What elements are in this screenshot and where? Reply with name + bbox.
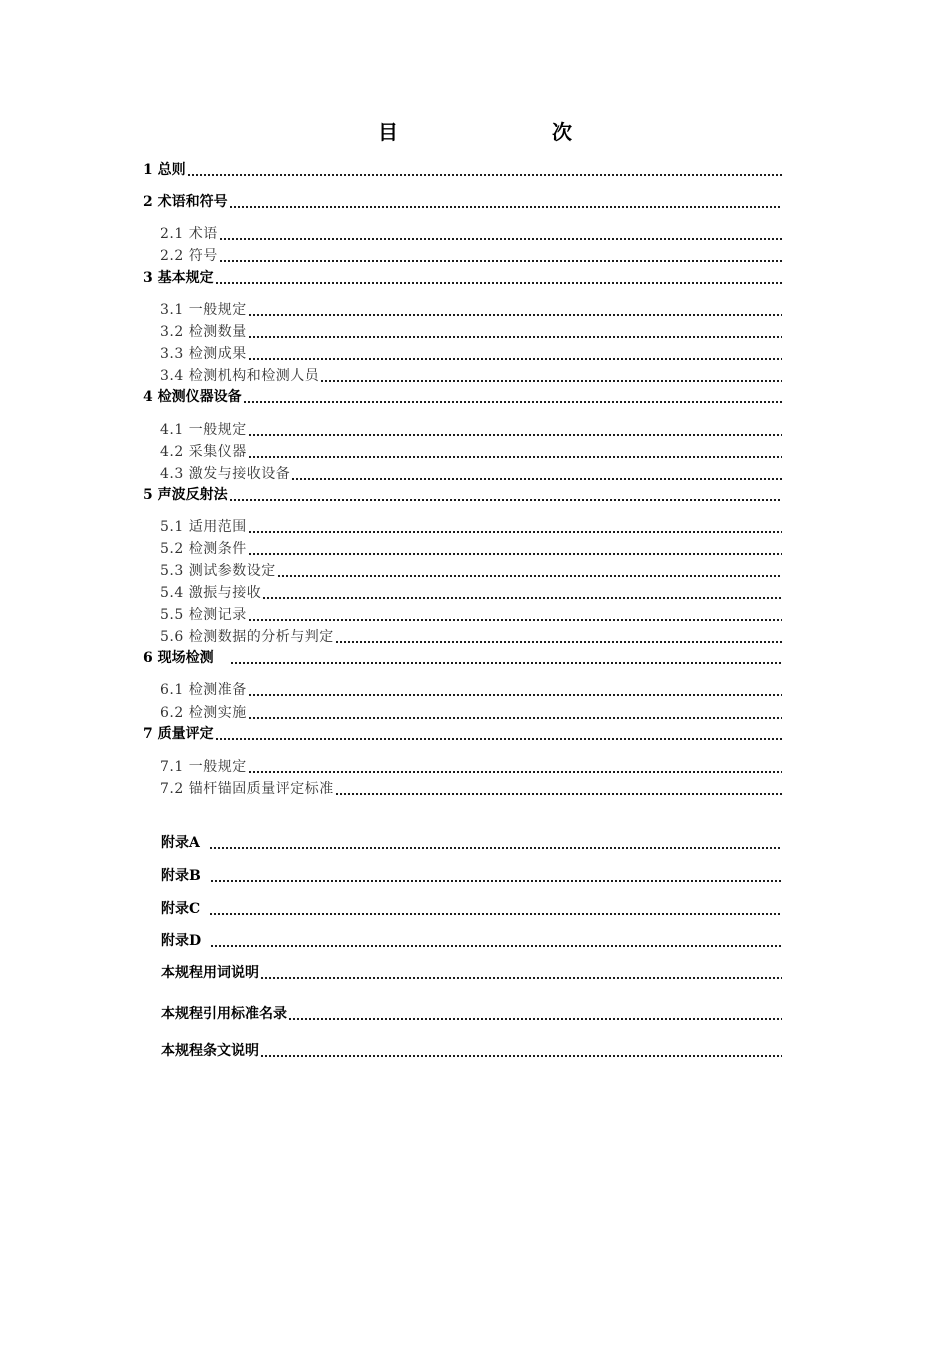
toc-entry[interactable] <box>143 485 782 505</box>
toc-label: 4.1 一般规定 <box>160 422 247 438</box>
toc-label: 附录A <box>161 835 200 851</box>
dot-leader <box>219 246 782 266</box>
dot-leader <box>262 583 782 603</box>
toc-entry[interactable] <box>160 583 782 603</box>
dot-leader <box>248 680 782 700</box>
toc-entry[interactable] <box>160 344 782 364</box>
toc-entry[interactable] <box>160 539 782 559</box>
dot-leader <box>260 1041 782 1061</box>
toc-label: 附录C <box>161 901 201 917</box>
dot-leader <box>243 387 782 407</box>
dot-leader <box>248 703 782 723</box>
dot-leader <box>230 648 782 668</box>
toc-label: 5.4 激振与接收 <box>160 585 262 601</box>
dot-leader <box>209 899 782 919</box>
toc-entry[interactable] <box>160 605 782 625</box>
toc-label: 本规程条文说明 <box>161 1043 259 1059</box>
toc-label: 1 总则 <box>143 162 186 178</box>
toc-label: 3.4 检测机构和检测人员 <box>160 368 320 384</box>
toc-label: 5.5 检测记录 <box>160 607 247 623</box>
toc-label: 3.2 检测数量 <box>160 324 247 340</box>
toc-entry[interactable] <box>160 757 782 777</box>
toc-label: 2 术语和符号 <box>143 194 228 210</box>
dot-leader <box>335 779 782 799</box>
dot-leader <box>335 627 782 647</box>
toc-entry[interactable] <box>160 779 782 799</box>
toc-label: 本规程引用标准名录 <box>161 1006 287 1022</box>
toc-entry[interactable] <box>160 300 782 320</box>
dot-leader <box>260 963 782 983</box>
toc-label: 附录B <box>161 868 201 884</box>
toc-label: 7 质量评定 <box>143 726 214 742</box>
dot-leader <box>248 442 782 462</box>
toc-entry[interactable] <box>161 866 782 886</box>
dot-leader <box>277 561 782 581</box>
dot-leader <box>288 1004 782 1024</box>
dot-leader <box>210 931 782 951</box>
toc-entry[interactable] <box>161 963 782 983</box>
toc-label: 5 声波反射法 <box>143 487 228 503</box>
dot-leader <box>248 322 782 342</box>
toc-label: 5.6 检测数据的分析与判定 <box>160 629 334 645</box>
toc-entry[interactable] <box>143 268 782 288</box>
toc-label: 6.1 检测准备 <box>160 682 247 698</box>
toc-label: 4.3 激发与接收设备 <box>160 466 291 482</box>
toc-entry[interactable] <box>160 366 782 386</box>
toc-entry[interactable] <box>160 517 782 537</box>
toc-entry[interactable] <box>160 703 782 723</box>
toc-label: 3 基本规定 <box>143 270 214 286</box>
toc-label: 7.1 一般规定 <box>160 759 247 775</box>
toc-entry[interactable] <box>161 899 782 919</box>
toc-entry[interactable] <box>160 561 782 581</box>
toc-label: 5.2 检测条件 <box>160 541 247 557</box>
dot-leader <box>210 866 782 886</box>
toc-entry[interactable] <box>161 1041 782 1061</box>
toc-entry[interactable] <box>143 648 782 668</box>
dot-leader <box>229 485 782 505</box>
toc-label: 4 检测仪器设备 <box>143 389 242 405</box>
toc-entry[interactable] <box>143 387 782 407</box>
dot-leader <box>248 517 782 537</box>
toc-label: 2.1 术语 <box>160 226 218 242</box>
toc-entry[interactable] <box>160 627 782 647</box>
dot-leader <box>187 160 782 180</box>
dot-leader <box>248 344 782 364</box>
toc-entry[interactable] <box>160 680 782 700</box>
toc-label: 本规程用词说明 <box>161 965 259 981</box>
toc-label: 2.2 符号 <box>160 248 218 264</box>
dot-leader <box>219 224 782 244</box>
dot-leader <box>209 833 782 853</box>
toc-entry[interactable] <box>161 931 782 951</box>
toc-label: 5.3 测试参数设定 <box>160 563 276 579</box>
toc-entry[interactable] <box>143 192 782 212</box>
dot-leader <box>291 464 782 484</box>
dot-leader <box>229 192 782 212</box>
dot-leader <box>248 539 782 559</box>
toc-entry[interactable] <box>160 224 782 244</box>
dot-leader <box>248 757 782 777</box>
toc-entry[interactable] <box>143 724 782 744</box>
toc-label: 5.1 适用范围 <box>160 519 247 535</box>
toc-label: 附录D <box>161 933 202 949</box>
dot-leader <box>320 366 782 386</box>
toc-entry[interactable] <box>160 420 782 440</box>
dot-leader <box>215 268 782 288</box>
dot-leader <box>248 605 782 625</box>
toc-label: 6.2 检测实施 <box>160 705 247 721</box>
toc-label: 4.2 采集仪器 <box>160 444 247 460</box>
dot-leader <box>248 420 782 440</box>
dot-leader <box>215 724 782 744</box>
toc-entry[interactable] <box>160 442 782 462</box>
toc-label: 6 现场检测 <box>143 650 214 666</box>
toc-entry[interactable] <box>160 322 782 342</box>
toc-entry[interactable] <box>160 464 782 484</box>
dot-leader <box>248 300 782 320</box>
toc-entry[interactable] <box>161 833 782 853</box>
toc-entry[interactable] <box>143 160 782 180</box>
toc-label: 7.2 锚杆锚固质量评定标准 <box>160 781 334 797</box>
toc-label: 3.1 一般规定 <box>160 302 247 318</box>
toc-entry[interactable] <box>161 1004 782 1024</box>
page-title: 目 次 <box>378 120 610 144</box>
toc-label: 3.3 检测成果 <box>160 346 247 362</box>
toc-entry[interactable] <box>160 246 782 266</box>
